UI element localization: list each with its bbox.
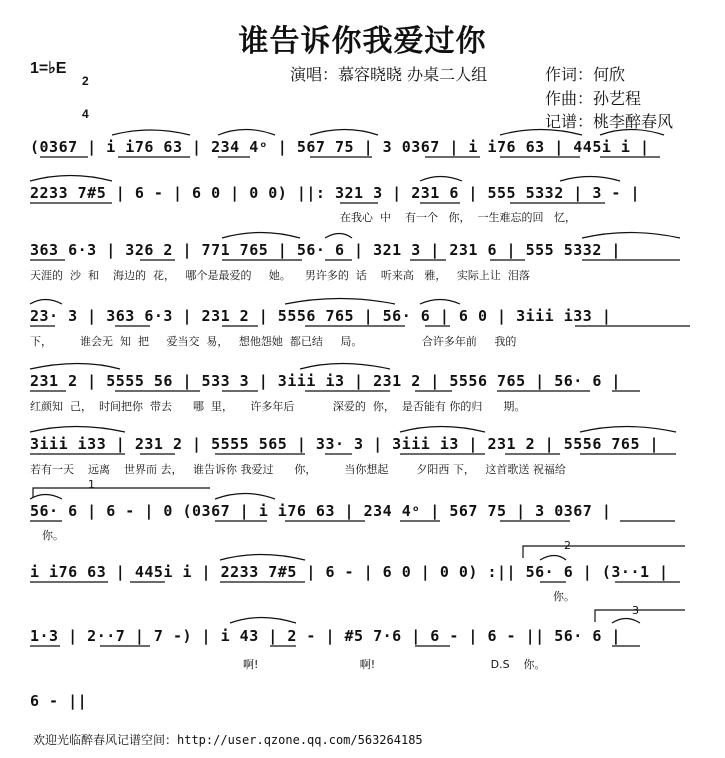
score-line-10: 6 - || (30, 692, 88, 710)
lyric-line-6: 若有一天 远离 世界而 去， 谁告诉你 我爱过 你， 当你想起 夕阳西 下， 这首歌送 祝福给 (30, 463, 566, 476)
lyric-line-4: 下， 谁会无 知 把 爱当交 易， 想他怨她 都已结 局。 合许多年前 我的 (30, 335, 517, 348)
volta-2-label: 2 (564, 539, 571, 552)
volta-1-label: 1 (88, 478, 95, 491)
composer-credit: 作曲：孙艺程 (545, 89, 642, 108)
footer-link-text: 欢迎光临醉春风记谱空间：http://user.qzone.qq.com/563264185 (33, 733, 423, 747)
singers-credit: 演唱：慕容晓晓 办桌二人组 (290, 65, 488, 84)
lyric-line-3: 天涯的 沙 和 海边的 花， 哪个是最爱的 她。 男许多的 话 听来高 雅， 实际上让 泪落 (30, 269, 530, 282)
score-line-7: 56· 6 | 6 - | 0 (0367 | i i76 63 | 234 4ᵒ | 567 75 | 3 0367 | (30, 502, 612, 520)
song-title: 谁告诉你我爱过你 (238, 24, 487, 59)
lyricist-credit: 作词：何欣 (545, 65, 626, 84)
score-line-9: 1·3 | 2··7 | 7 -) | i 43 | 2 - | #5 7·6 | 6 - | 6 - || 56· 6 | (30, 627, 621, 645)
time-signature-top: 2 (82, 74, 89, 88)
score-line-3: 363 6·3 | 326 2 | 771 765 | 56· 6 | 321 3 | 231 6 | 555 5332 | (30, 241, 621, 259)
time-signature-bottom: 4 (82, 107, 89, 121)
transcriber-credit: 记谱：桃李醉春风 (545, 112, 674, 131)
lyric-line-8: 你。 (553, 590, 575, 603)
score-line-2: 2233 7#5 | 6 - | 6 0 | 0 0) ||: 321 3 | 231 6 | 555 5332 | 3 - | (30, 184, 640, 202)
volta-3-label: 3 (632, 604, 639, 617)
score-line-8: i i76 63 | 445i i | 2233 7#5 | 6 - | 6 0 | 0 0) :|| 56· 6 | (3··1 | (30, 563, 669, 581)
score-line-6: 3iii i33 | 231 2 | 5555 565 | 33· 3 | 3iii i3 | 231 2 | 5556 765 | (30, 435, 660, 453)
lyric-line-7: 你。 (42, 529, 64, 542)
lyric-line-5: 红颜知 己， 时间把你 带去 哪 里， 许多年后 深爱的 你， 是否能有 你的归 期。 (30, 400, 526, 413)
key-signature: 1=♭E (30, 60, 67, 77)
score-line-4: 23· 3 | 363 6·3 | 231 2 | 5556 765 | 56· 6 | 6 0 | 3iii i33 | (30, 307, 612, 325)
lyric-line-2: 在我心 中 有一个 你， 一生难忘的回 忆， (340, 211, 576, 224)
lyric-line-9: 啊! 啊! D.S 你。 (243, 658, 546, 671)
score-line-5: 231 2 | 5555 56 | 533 3 | 3iii i3 | 231 2 | 5556 765 | 56· 6 | (30, 372, 621, 390)
score-line-1: (0367 | i i76 63 | 234 4ᵒ | 567 75 | 3 0367 | i i76 63 | 445i i | (30, 138, 650, 156)
